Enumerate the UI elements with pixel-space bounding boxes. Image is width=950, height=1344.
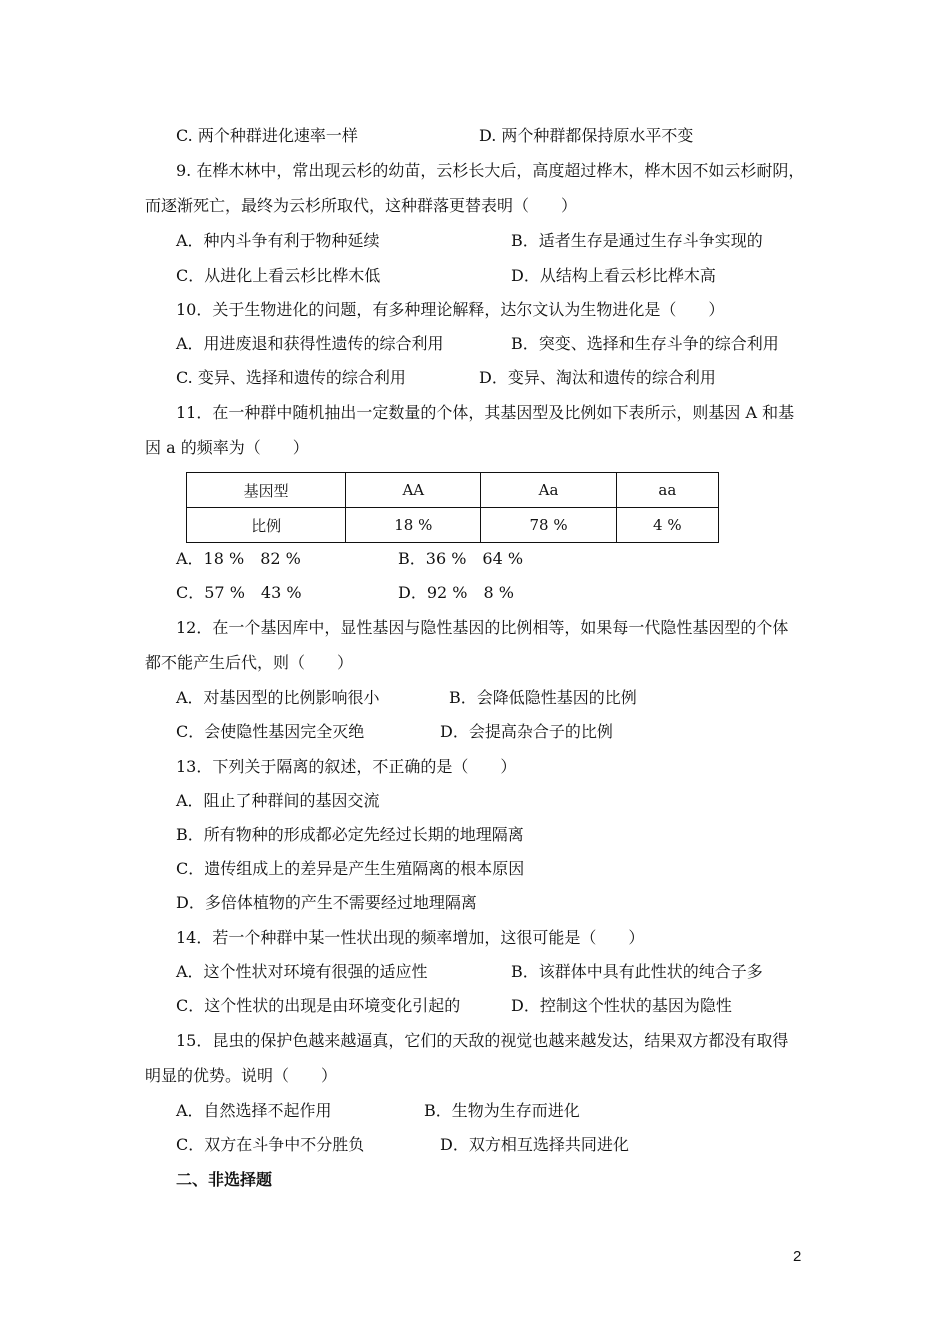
q9-stem-continued: 而逐渐死亡，最终为云杉所取代，这种群落更替表明（ ） [145, 196, 578, 215]
q12-stem: 12．在一个基因库中，显性基因与隐性基因的比例相等，如果每一代隐性基因型的个体 [176, 618, 789, 637]
q10-option-b: B．突变、选择和生存斗争的综合利用 [511, 334, 779, 353]
q10-option-a: A．用进废退和获得性遗传的综合利用 [176, 334, 444, 353]
table-cell: 78 % [481, 508, 616, 543]
q10-stem: 10．关于生物进化的问题，有多种理论解释，达尔文认为生物进化是（ ） [176, 300, 725, 319]
table-row [187, 508, 719, 543]
q11-option-d: D．92 % 8 % [398, 583, 514, 602]
section-heading: 二、非选择题 [176, 1170, 273, 1189]
page-number: 2 [793, 1248, 802, 1265]
table-cell: 比例 [187, 508, 346, 543]
q10-option-d: D．变异、淘汰和遗传的综合利用 [479, 368, 716, 387]
q15-option-a: A．自然选择不起作用 [176, 1101, 332, 1120]
q9-option-c: C．从进化上看云杉比桦木低 [176, 266, 381, 285]
q9-option-a: A．种内斗争有利于物种延续 [176, 231, 380, 250]
q14-option-d: D．控制这个性状的基因为隐性 [511, 996, 732, 1015]
q12-option-a: A．对基因型的比例影响很小 [176, 688, 380, 707]
table-cell: aa [616, 473, 718, 508]
q15-option-d: D．双方相互选择共同进化 [440, 1135, 629, 1154]
table-cell: Aa [481, 473, 616, 508]
table-cell: AA [346, 473, 481, 508]
q15-stem: 15．昆虫的保护色越来越逼真，它们的天敌的视觉也越来越发达，结果双方都没有取得 [176, 1031, 789, 1050]
q13-option-a: A．阻止了种群间的基因交流 [176, 791, 380, 810]
q8-option-c: C. 两个种群进化速率一样 [176, 126, 358, 145]
q13-option-d: D．多倍体植物的产生不需要经过地理隔离 [176, 893, 477, 912]
q12-option-d: D．会提高杂合子的比例 [440, 722, 613, 741]
q13-option-c: C．遗传组成上的差异是产生生殖隔离的根本原因 [176, 859, 525, 878]
q15-option-b: B．生物为生存而进化 [424, 1101, 580, 1120]
q9-option-b: B．适者生存是通过生存斗争实现的 [511, 231, 763, 250]
genotype-table [186, 472, 719, 543]
q11-stem-continued: 因 a 的频率为（ ） [145, 438, 309, 457]
table-cell: 18 % [346, 508, 481, 543]
q11-option-a: A．18 % 82 % [176, 549, 301, 568]
q14-option-b: B．该群体中具有此性状的纯合子多 [511, 962, 763, 981]
q10-option-c: C. 变异、选择和遗传的综合利用 [176, 368, 406, 387]
table-cell: 基因型 [187, 473, 346, 508]
q9-stem: 9. 在桦木林中，常出现云杉的幼苗，云杉长大后，高度超过桦木，桦木因不如云杉耐阴， [176, 161, 805, 180]
q11-option-b: B．36 % 64 % [398, 549, 524, 568]
q13-stem: 13．下列关于隔离的叙述，不正确的是（ ） [176, 757, 517, 776]
q11-option-c: C．57 % 43 % [176, 583, 302, 602]
q15-option-c: C．双方在斗争中不分胜负 [176, 1135, 365, 1154]
q14-option-a: A．这个性状对环境有很强的适应性 [176, 962, 428, 981]
q8-option-d: D. 两个种群都保持原水平不变 [479, 126, 694, 145]
q11-stem: 11．在一种群中随机抽出一定数量的个体，其基因型及比例如下表所示，则基因 A 和基 [176, 403, 795, 422]
q13-option-b: B．所有物种的形成都必定先经过长期的地理隔离 [176, 825, 524, 844]
table-cell: 4 % [616, 508, 718, 543]
q14-stem: 14．若一个种群中某一性状出现的频率增加，这很可能是（ ） [176, 928, 645, 947]
q12-stem-continued: 都不能产生后代，则（ ） [145, 653, 354, 672]
q15-stem-continued: 明显的优势。说明（ ） [145, 1066, 338, 1085]
q12-option-c: C．会使隐性基因完全灭绝 [176, 722, 365, 741]
q14-option-c: C．这个性状的出现是由环境变化引起的 [176, 996, 461, 1015]
table-header-row [187, 473, 719, 508]
q12-option-b: B．会降低隐性基因的比例 [449, 688, 637, 707]
q9-option-d: D．从结构上看云杉比桦木高 [511, 266, 716, 285]
